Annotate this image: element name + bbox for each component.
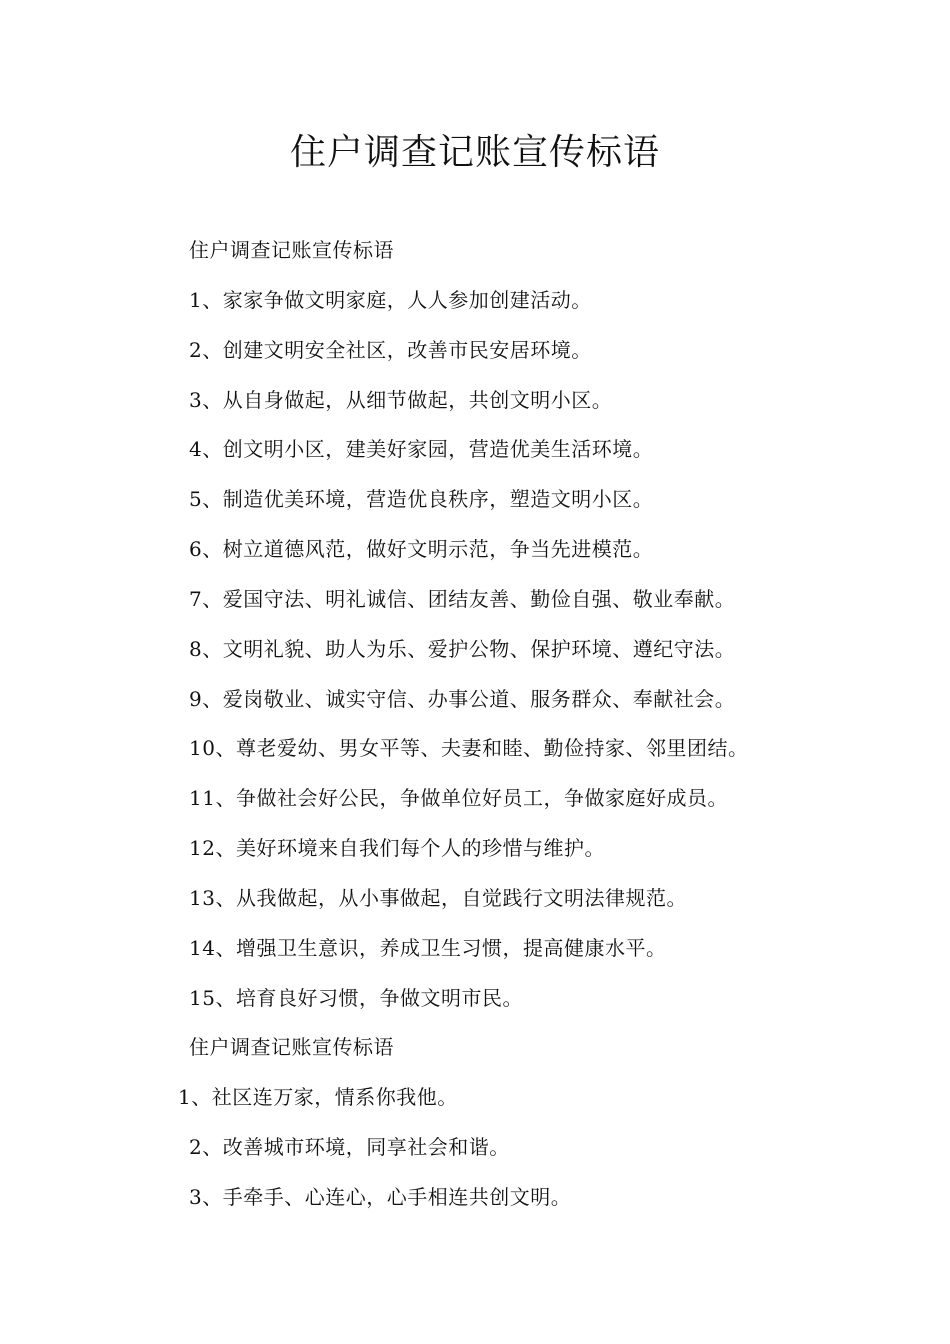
- slogan-line: 3、从自身做起，从细节做起，共创文明小区。: [189, 388, 613, 412]
- slogan-line: 12、美好环境来自我们每个人的珍惜与维护。: [189, 836, 605, 860]
- section-heading: 住户调查记账宣传标语: [189, 1035, 394, 1059]
- page-title: 住户调查记账宣传标语: [289, 132, 660, 173]
- slogan-line: 2、改善城市环境，同享社会和谐。: [189, 1135, 510, 1159]
- slogan-line: 1、社区连万家，情系你我他。: [178, 1085, 458, 1109]
- section-heading: 住户调查记账宣传标语: [189, 238, 394, 262]
- slogan-line: 4、创文明小区，建美好家园，营造优美生活环境。: [189, 437, 654, 461]
- slogan-line: 13、从我做起，从小事做起，自觉践行文明法律规范。: [189, 886, 687, 910]
- slogan-line: 10、尊老爱幼、男女平等、夫妻和睦、勤俭持家、邻里团结。: [189, 736, 749, 760]
- slogan-line: 2、创建文明安全社区，改善市民安居环境。: [189, 338, 592, 362]
- slogan-line: 9、爱岗敬业、诚实守信、办事公道、服务群众、奉献社会。: [189, 687, 736, 711]
- slogan-line: 11、争做社会好公民，争做单位好员工，争做家庭好成员。: [189, 786, 728, 810]
- slogan-line: 3、手牵手、心连心，心手相连共创文明。: [189, 1185, 572, 1209]
- slogan-line: 8、文明礼貌、助人为乐、爱护公物、保护环境、遵纪守法。: [189, 637, 736, 661]
- slogan-line: 7、爱国守法、明礼诚信、团结友善、勤俭自强、敬业奉献。: [189, 587, 736, 611]
- slogan-line: 6、树立道德风范，做好文明示范，争当先进模范。: [189, 537, 654, 561]
- slogan-line: 15、培育良好习惯，争做文明市民。: [189, 986, 523, 1010]
- slogan-line: 1、家家争做文明家庭，人人参加创建活动。: [189, 288, 592, 312]
- slogan-line: 14、增强卫生意识，养成卫生习惯，提高健康水平。: [189, 936, 667, 960]
- slogan-line: 5、制造优美环境，营造优良秩序，塑造文明小区。: [189, 487, 654, 511]
